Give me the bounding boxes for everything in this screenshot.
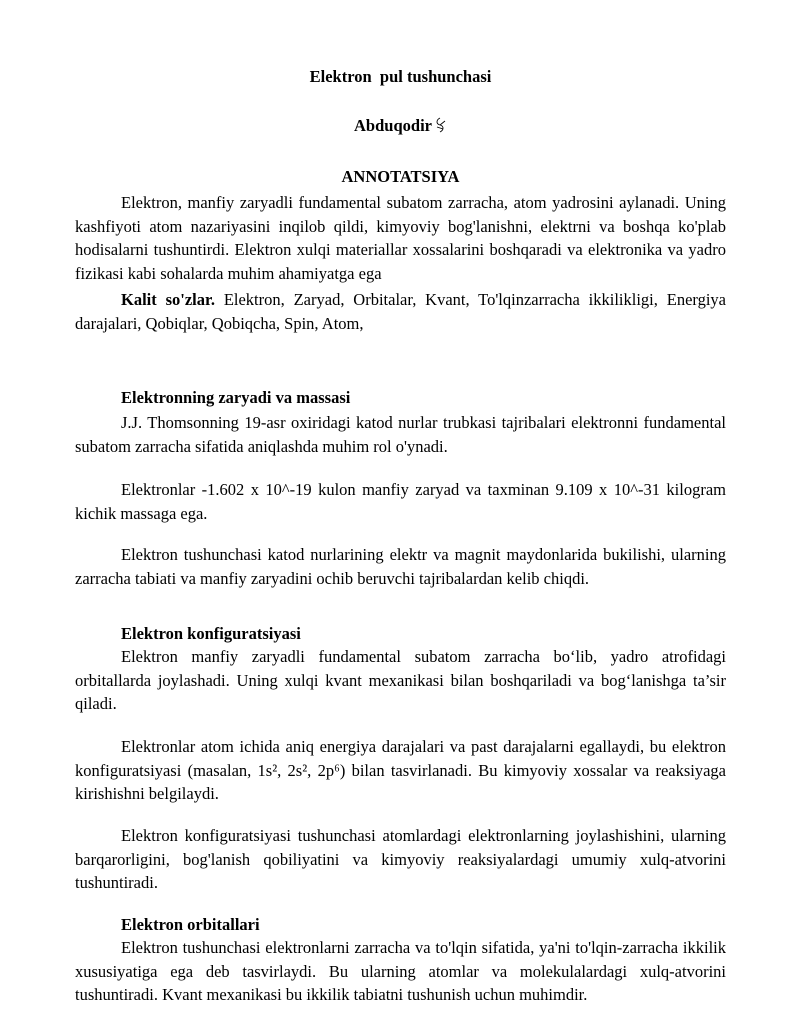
section-paragraph: Elektronlar -1.602 x 10^-19 kulon manfiy zaryad va taxminan 9.109 x 10^-31 kilogram kichik massaga ega. [75, 480, 726, 523]
keywords-list: Elektron, Zaryad, Orbitalar, Kvant, To'lqinzarracha ikkilikligi, Energiya darajalari, Qobiqlar, Qobiqcha, Spin, Atom, [75, 290, 726, 333]
section-heading: Elektronning zaryadi va massasi [121, 388, 351, 407]
section-heading: Elektron orbitallari [121, 915, 260, 934]
annotation-text: Elektron, manfiy zaryadli fundamental subatom zarracha, atom yadrosini aylanadi. Uning kashfiyoti atom nazariyasini inqilob qildi, kimyoviy bog'lanishni, elektrni va boshqa ko'plab hodisalarni tushuntirdi. Elektron xulqi materiallar xossalarini boshqaradi va elektronika va yadro fizikasi kabi sohalarda muhim ahamiyatga ega [75, 193, 726, 283]
keywords-paragraph [75, 288, 726, 335]
author-line [75, 115, 726, 137]
footnote-mark-icon [433, 117, 447, 133]
keywords-label: Kalit so'zlar. [121, 290, 215, 309]
section-paragraph: Elektron tushunchasi katod nurlarining elektr va magnit maydonlarida bukilishi, ularning zarracha tabiati va manfiy zaryadini ochib beruvchi tajribalardan kelib chiqdi. [75, 545, 726, 588]
annotation-heading: ANNOTATSIYA [341, 167, 460, 186]
section-paragraph: Elektron konfiguratsiyasi tushunchasi atomlardagi elektronlarning joylashishini, ularning barqarorligini, bog'lanish qobiliyatini va kimyoviy reaksiyalardagi umumiy xulq-atvorini tushuntiradi. [75, 826, 726, 892]
section-paragraph: J.J. Thomsonning 19-asr oxiridagi katod nurlar trubkasi tajribalari elektronni fundamental subatom zarracha sifatida aniqlashda muhim rol o'ynadi. [75, 413, 726, 456]
section-heading: Elektron konfiguratsiyasi [121, 624, 301, 643]
section-paragraph: Elektron tushunchasi elektronlarni zarracha va to'lqin sifatida, ya'ni to'lqin-zarracha ikkilik xususiyatiga ega deb tasvirlaydi. Bu ularning atomlar va molekulalardagi xulq-atvorini tushuntiradi. Kvant mexanikasi bu ikkilik tabiatni tushunish uchun muhimdir. [75, 938, 726, 1004]
section-paragraph: Elektronlar atom ichida aniq energiya darajalari va past darajalarni egallaydi, bu elektron konfiguratsiyasi (masalan, 1s², 2s², 2p⁶) bilan tasvirlanadi. Bu kimyoviy xossalar va reaksiyaga kirishishni belgilaydi. [75, 737, 726, 803]
document-title: Elektron pul tushunchasi [309, 67, 492, 86]
section-paragraph: Elektron manfiy zaryadli fundamental subatom zarracha bo‘lib, yadro atrofidagi orbitallarda joylashadi. Uning xulqi kvant mexanikasi bilan boshqariladi va bog‘lanishga ta’sir qiladi. [75, 647, 726, 713]
author-name: Abduqodir [354, 116, 432, 135]
